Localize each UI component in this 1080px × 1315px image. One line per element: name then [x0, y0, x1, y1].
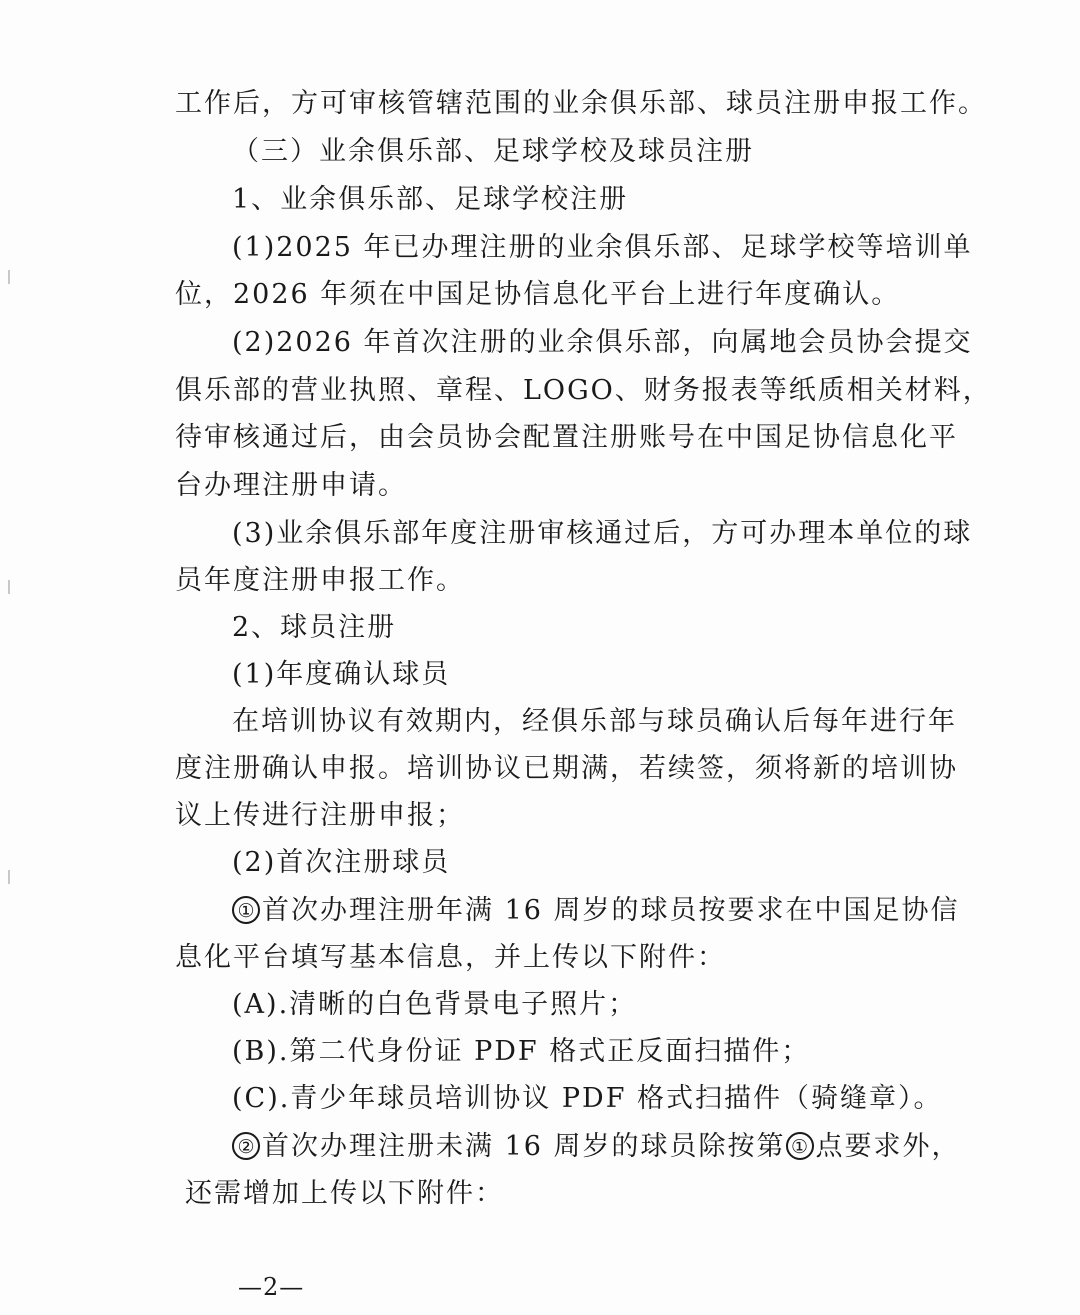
section-heading-3: （三）业余俱乐部、足球学校及球员注册	[232, 136, 754, 167]
text-line-23	[232, 1129, 961, 1165]
text-line-19: 息化平台填写基本信息，并上传以下附件：	[175, 942, 726, 973]
circled-number-one: ①	[232, 896, 260, 924]
text-line-11: 员年度注册申报工作。	[175, 565, 465, 596]
text-line-1: 工作后，方可审核管辖范围的业余俱乐部、球员注册申报工作。	[175, 88, 987, 119]
text-line-17: (2)首次注册球员	[232, 847, 451, 878]
circled-number-two: ②	[232, 1132, 260, 1160]
page-number: —2—	[238, 1273, 305, 1301]
text-line-16: 议上传进行注册申报；	[175, 800, 465, 831]
text-line-7: 俱乐部的营业执照、章程、LOGO、财务报表等纸质相关材料，	[175, 375, 992, 406]
text-line-24: 还需增加上传以下附件：	[185, 1178, 504, 1209]
subsection-heading-1: 1、业余俱乐部、足球学校注册	[232, 184, 629, 215]
text-line-15: 度注册确认申报。培训协议已期满，若续签，须将新的培训协	[175, 753, 958, 784]
text-line-18-body: 首次办理注册年满 16 周岁的球员按要求在中国足协信	[262, 895, 960, 926]
text-line-10: (3)业余俱乐部年度注册审核通过后，方可办理本单位的球	[232, 518, 973, 549]
text-line-4: (1)2025 年已办理注册的业余俱乐部、足球学校等培训单	[232, 232, 973, 263]
text-line-8: 待审核通过后，由会员协会配置注册账号在中国足协信息化平	[175, 422, 958, 453]
margin-tick-mark	[8, 580, 10, 594]
subsection-heading-2: 2、球员注册	[232, 612, 397, 643]
text-line-23-body: 首次办理注册未满 16 周岁的球员除按第	[262, 1131, 786, 1162]
margin-tick-mark	[8, 270, 10, 284]
text-line-22: (C).青少年球员培训协议 PDF 格式扫描件（骑缝章）。	[232, 1083, 943, 1114]
text-line-5: 位，2026 年须在中国足协信息化平台上进行年度确认。	[175, 279, 901, 310]
text-line-9: 台办理注册申请。	[175, 470, 407, 501]
text-line-14: 在培训协议有效期内，经俱乐部与球员确认后每年进行年	[232, 706, 957, 737]
circled-number-one-inline: ①	[786, 1132, 814, 1160]
margin-tick-mark	[8, 870, 10, 884]
text-line-20: (A).清晰的白色背景电子照片；	[232, 989, 638, 1020]
text-line-21: (B).第二代身份证 PDF 格式正反面扫描件；	[232, 1036, 811, 1067]
text-line-6: (2)2026 年首次注册的业余俱乐部，向属地会员协会提交	[232, 327, 973, 358]
text-line-18	[232, 893, 960, 929]
text-line-13: (1)年度确认球员	[232, 659, 451, 690]
text-line-23-tail: 点要求外，	[815, 1131, 961, 1162]
